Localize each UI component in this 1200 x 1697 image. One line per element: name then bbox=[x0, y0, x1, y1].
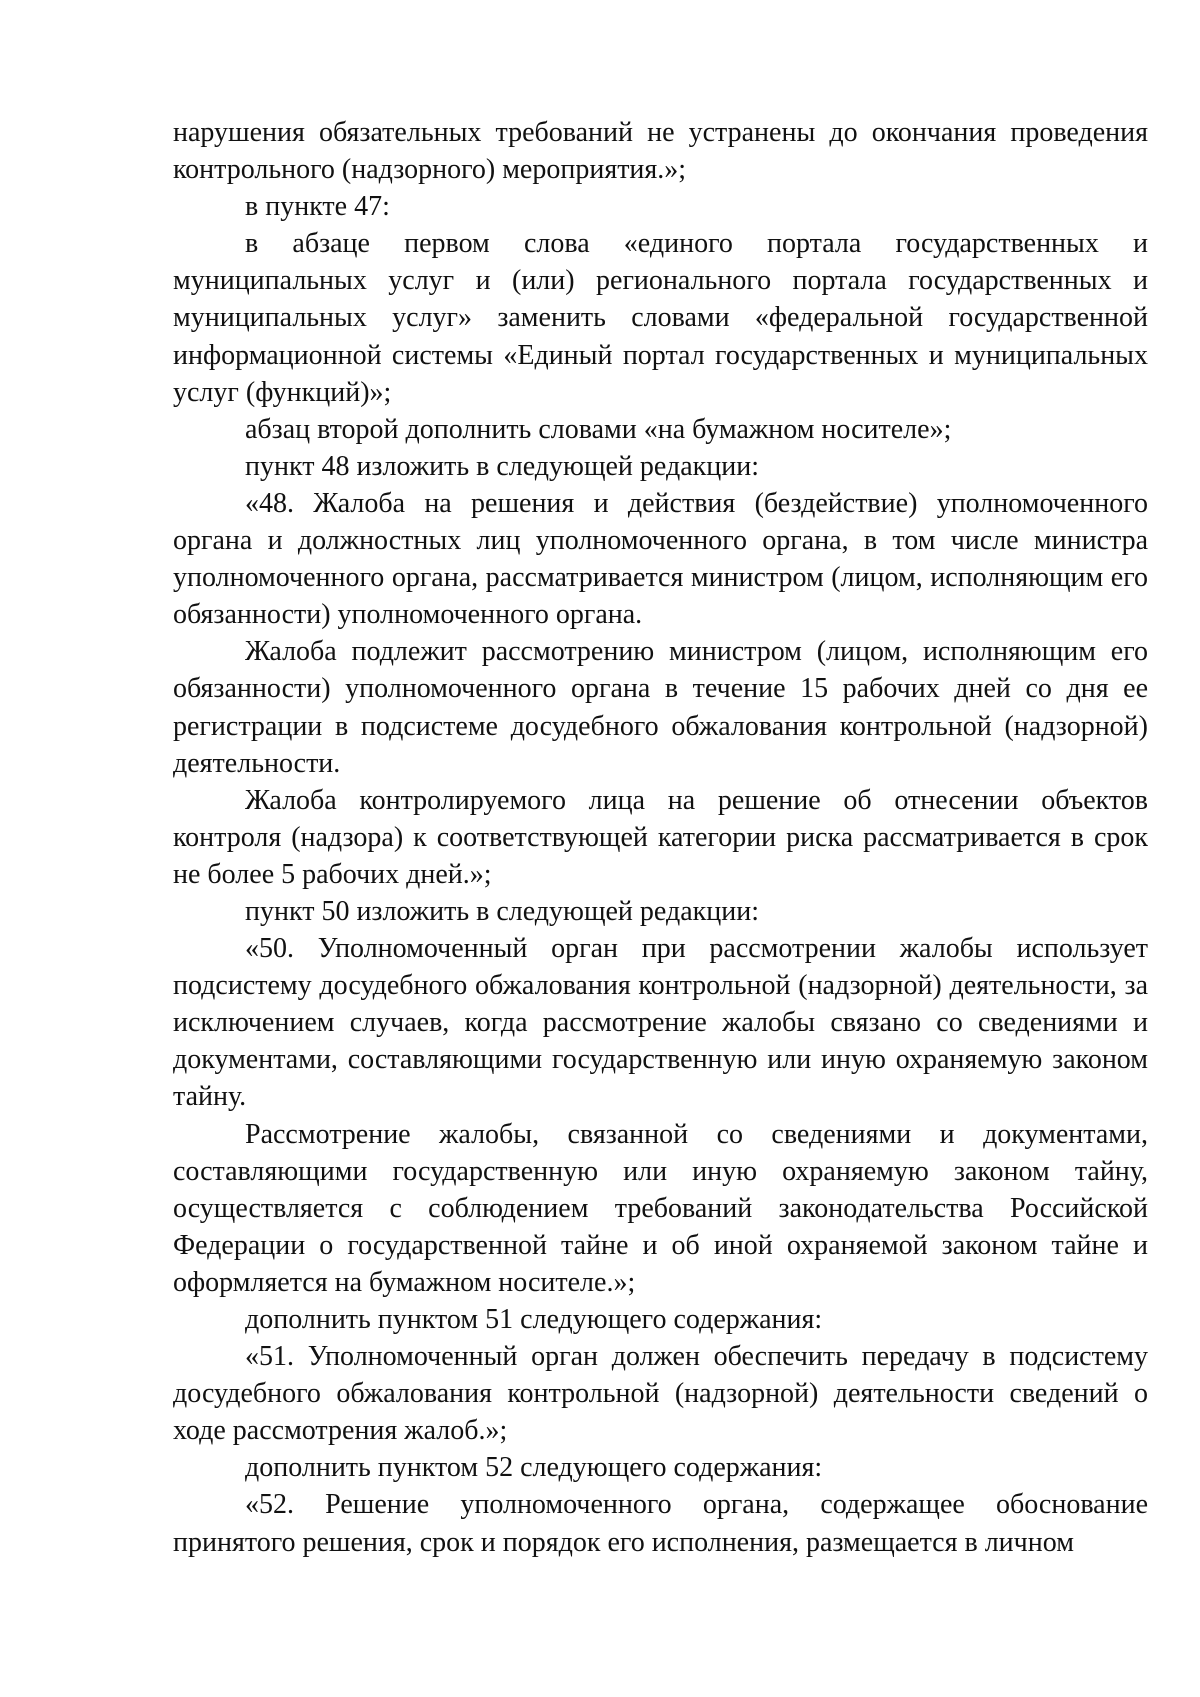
paragraph: пункт 50 изложить в следующей редакции: bbox=[245, 895, 759, 927]
paragraph: «51. Уполномоченный орган должен обеспечить передачу в подсистему досудебного обжалования контрольной (надзорной) деятельности сведений о ходе рассмотрения жалоб.»; bbox=[173, 1341, 1148, 1447]
paragraph: нарушения обязательных требований не устранены до окончания проведения контрольного (надзорного) мероприятия.»; bbox=[173, 117, 1148, 186]
paragraph: абзац второй дополнить словами «на бумажном носителе»; bbox=[245, 413, 952, 445]
paragraph: Рассмотрение жалобы, связанной со сведениями и документами, составляющими государственную или иную охраняемую законом тайну, осуществляется с соблюдением требований законодательства Российской Федерации о государственной тайне и об иной охраняемой законом тайне и оформляется на бумажном носителе.»; bbox=[173, 1118, 1148, 1298]
paragraph: в абзаце первом слова «единого портала государственных и муниципальных услуг и (или) регионального портала государственных и муниципальных услуг» заменить словами «федеральной государственной информационной системы «Единый портал государственных и муниципальных услуг (функций)»; bbox=[173, 228, 1148, 408]
paragraph: «52. Решение уполномоченного органа, содержащее обоснование принятого решения, срок и порядок его исполнения, размещается в личном bbox=[173, 1489, 1148, 1558]
paragraph: дополнить пунктом 51 следующего содержания: bbox=[245, 1304, 823, 1335]
paragraph: «50. Уполномоченный орган при рассмотрении жалобы использует подсистему досудебного обжалования контрольной (надзорной) деятельности, за исключением случаев, когда рассмотрение жалобы связано со сведениями и документами, составляющими государственную или иную охраняемую законом тайну. bbox=[173, 933, 1148, 1113]
document-body bbox=[173, 114, 1148, 1561]
paragraph: в пункте 47: bbox=[245, 191, 390, 223]
paragraph: «48. Жалоба на решения и действия (бездействие) уполномоченного органа и должностных лиц уполномоченного органа, в том числе министра уполномоченного органа, рассматривается министром (лицом, исполняющим его обязанности) уполномоченного органа. bbox=[173, 487, 1148, 631]
paragraph: пункт 48 изложить в следующей редакции: bbox=[245, 450, 759, 482]
paragraph: Жалоба подлежит рассмотрению министром (лицом, исполняющим его обязанности) уполномоченного органа в течение 15 рабочих дней со дня ее регистрации в подсистеме досудебного обжалования контрольной (надзорной) деятельности. bbox=[173, 636, 1148, 779]
paragraph: Жалоба контролируемого лица на решение об отнесении объектов контроля (надзора) к соответствующей категории риска рассматривается в срок не более 5 рабочих дней.»; bbox=[173, 784, 1148, 890]
paragraph: дополнить пунктом 52 следующего содержания: bbox=[245, 1452, 823, 1484]
